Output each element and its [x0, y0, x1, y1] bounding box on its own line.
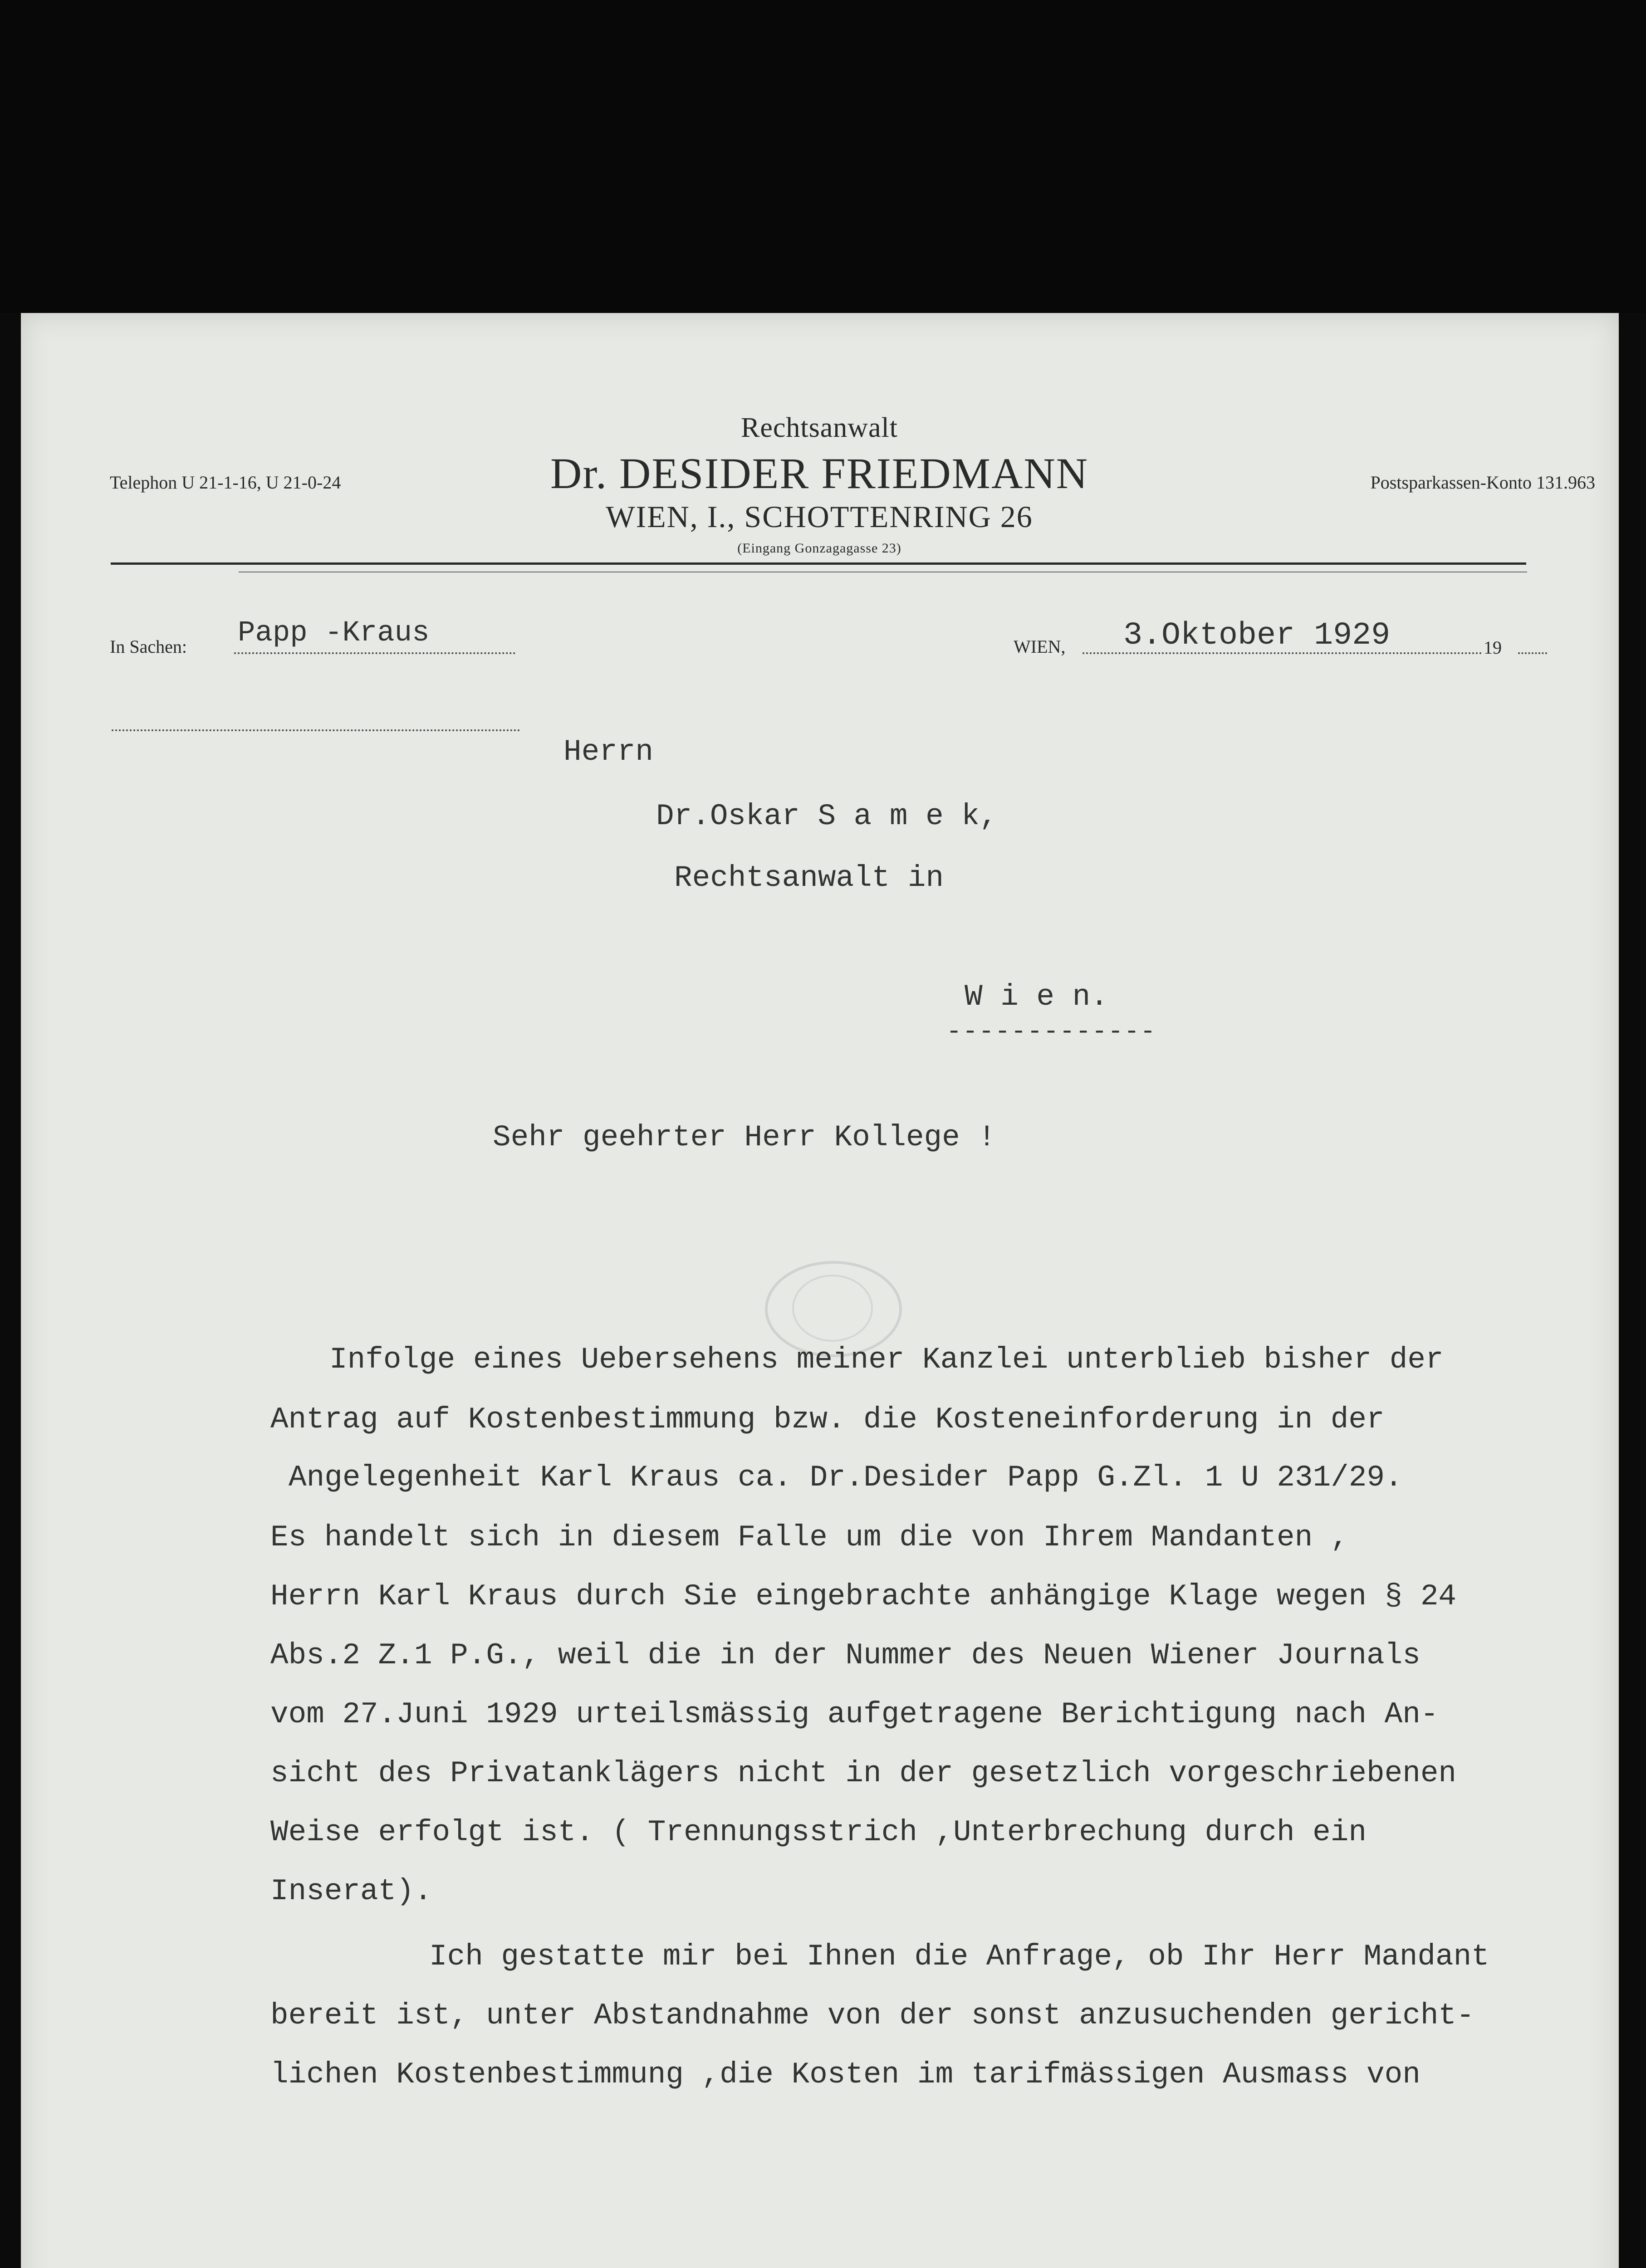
- letterhead-telephone: Telephon U 21-1-16, U 21-0-24: [110, 472, 341, 493]
- letterhead-rule: [111, 562, 1526, 565]
- year-dotted-line: [1518, 652, 1547, 654]
- scan-background: [0, 0, 1646, 313]
- in-sachen-dotted-line-2: [112, 729, 520, 731]
- body-line: vom 27.Juni 1929 urteilsmässig aufgetragene Berichtigung nach An-: [270, 1697, 1439, 1731]
- body-line: Infolge eines Uebersehens meiner Kanzlei unterblieb bisher der: [329, 1343, 1444, 1377]
- in-sachen-label: In Sachen:: [110, 636, 187, 657]
- recipient-city: W i e n.: [965, 980, 1108, 1014]
- body-line: Angelegenheit Karl Kraus ca. Dr.Desider Papp G.Zl. 1 U 231/29.: [289, 1461, 1403, 1495]
- body-line: lichen Kostenbestimmung ,die Kosten im tarifmässigen Ausmass von: [270, 2058, 1421, 2092]
- recipient-city-underline: -------------: [946, 1017, 1156, 1046]
- recipient-line-1: Herrn: [563, 735, 654, 769]
- body-line: Herrn Karl Kraus durch Sie eingebrachte anhängige Klage wegen § 24: [270, 1579, 1457, 1613]
- letterhead-title: Rechtsanwalt: [740, 412, 898, 443]
- body-line: Ich gestatte mir bei Ihnen die Anfrage, ob Ihr Herr Mandant: [429, 1940, 1489, 1974]
- in-sachen-dotted-line: [234, 652, 515, 654]
- recipient-line-2: Dr.Oskar S a m e k,: [656, 799, 998, 833]
- faded-stamp-inner: [792, 1275, 873, 1342]
- salutation: Sehr geehrter Herr Kollege !: [493, 1120, 996, 1154]
- body-line: sicht des Privatanklägers nicht in der gesetzlich vorgeschriebenen: [270, 1756, 1457, 1790]
- body-line: Antrag auf Kostenbestimmung bzw. die Kosteneinforderung in der: [270, 1403, 1385, 1437]
- year-suffix: 19: [1484, 637, 1502, 658]
- body-line: Es handelt sich in diesem Falle um die von Ihrem Mandanten ,: [270, 1520, 1349, 1554]
- date-dotted-line: [1083, 652, 1482, 654]
- body-line: Inserat).: [270, 1874, 432, 1908]
- letter-date: 3.Oktober 1929: [1123, 618, 1391, 654]
- body-line: Weise erfolgt ist. ( Trennungsstrich ,Unterbrechung durch ein: [270, 1815, 1367, 1849]
- letterhead-name: Dr. DESIDER FRIEDMANN: [550, 449, 1089, 498]
- recipient-line-3: Rechtsanwalt in: [674, 861, 944, 895]
- letterhead-address: WIEN, I., SCHOTTENRING 26: [606, 499, 1033, 534]
- wien-label: WIEN,: [1014, 636, 1066, 657]
- in-sachen-value: Papp -Kraus: [238, 617, 430, 650]
- letterhead-entrance: (Eingang Gonzagagasse 23): [737, 541, 901, 556]
- letter-sheet: [21, 313, 1619, 2268]
- body-line: bereit ist, unter Abstandnahme von der sonst anzusuchenden gericht-: [270, 1999, 1475, 2033]
- letterhead-konto: Postsparkassen-Konto 131.963: [1370, 472, 1595, 493]
- body-line: Abs.2 Z.1 P.G., weil die in der Nummer des Neuen Wiener Journals: [270, 1638, 1421, 1672]
